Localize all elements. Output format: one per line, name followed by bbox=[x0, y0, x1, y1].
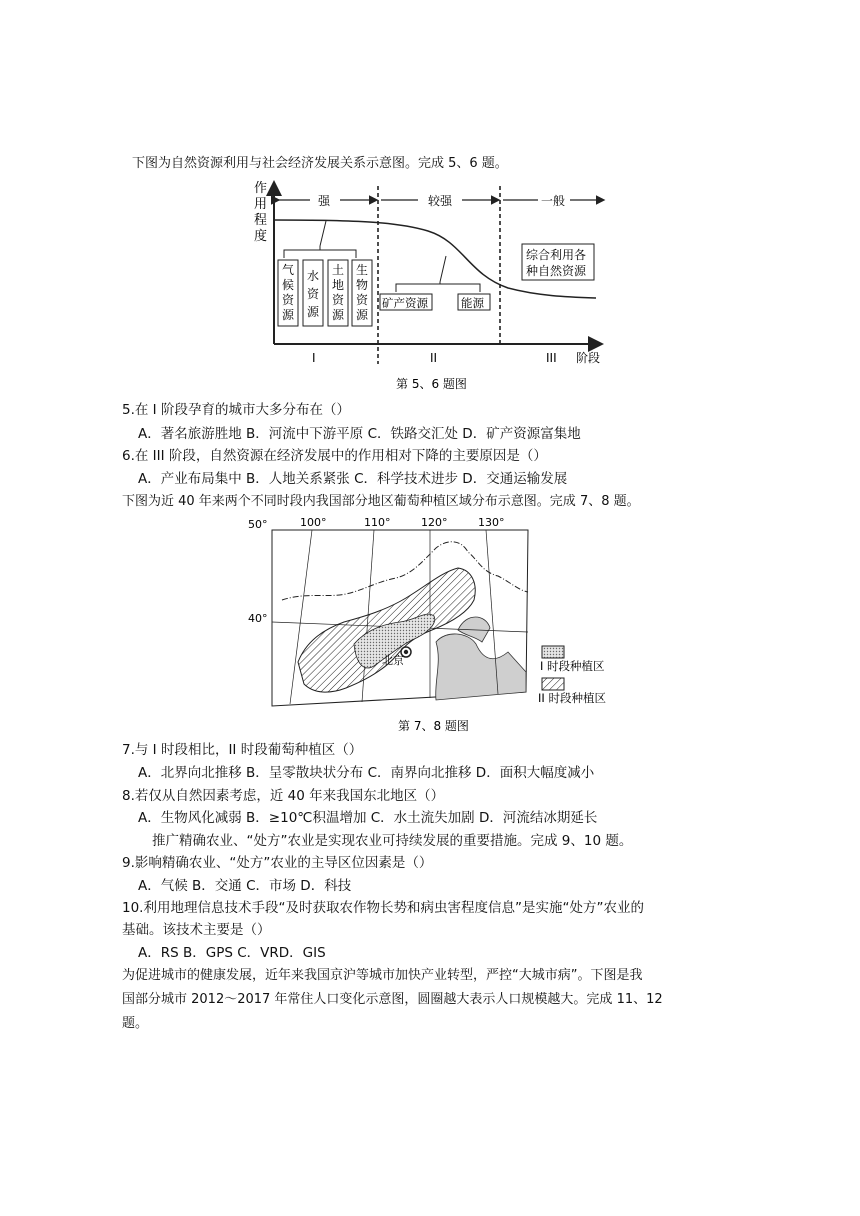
svg-text:资: 资 bbox=[332, 293, 345, 307]
land-resource-box bbox=[328, 260, 348, 326]
zone-strong: 强 bbox=[318, 194, 331, 208]
intro-text-4-line-2: 国部分城市 2012～2017 年常住人口变化示意图，圆圈越大表示人口规模越大。完成 11、12 bbox=[122, 992, 663, 1007]
biological-resource-box bbox=[352, 260, 372, 326]
stage-I: I bbox=[312, 351, 316, 365]
zone-fairly-strong: 较强 bbox=[428, 194, 453, 208]
question-10-line-1: 10.利用地理信息技术手段“及时获取农作物长势和病虫害程度信息”是实施“处方”农业的 bbox=[122, 900, 644, 916]
svg-text:度: 度 bbox=[254, 229, 268, 244]
intro-text-2: 下图为近 40 年来两个不同时段内我国部分地区葡萄种植区域分布示意图。完成 7、8 题。 bbox=[122, 494, 640, 509]
question-6: 6.在 III 阶段，自然资源在经济发展中的作用相对下降的主要原因是（） bbox=[122, 448, 547, 464]
lon-label-130: 130° bbox=[478, 516, 505, 529]
svg-text:气: 气 bbox=[282, 263, 295, 277]
grape-planting-map bbox=[246, 512, 616, 738]
stage-III: III bbox=[546, 351, 557, 365]
water-resource-box bbox=[303, 260, 323, 326]
zone-general: 一般 bbox=[541, 194, 566, 208]
svg-text:地: 地 bbox=[332, 278, 345, 292]
question-8: 8.若仅从自然因素考虑，近 40 年来我国东北地区（） bbox=[122, 788, 445, 804]
svg-text:种自然资源: 种自然资源 bbox=[526, 264, 587, 278]
svg-text:源: 源 bbox=[307, 305, 320, 319]
legend-period-I: I 时段种植区 bbox=[540, 659, 605, 673]
svg-text:候: 候 bbox=[282, 278, 295, 292]
question-6-options: A．产业布局集中 B．人地关系紧张 C．科学技术进步 D．交通运输发展 bbox=[138, 471, 568, 487]
question-8-options: A．生物风化减弱 B．≥10℃积温增加 C．水土流失加剧 D．河流结冰期延长 bbox=[138, 810, 598, 826]
svg-text:物: 物 bbox=[356, 278, 369, 292]
question-7: 7.与 I 时段相比，II 时段葡萄种植区（） bbox=[122, 742, 363, 758]
svg-text:源: 源 bbox=[356, 308, 369, 322]
svg-text:资: 资 bbox=[356, 293, 369, 307]
intro-text-4-line-1: 为促进城市的健康发展，近年来我国京沪等城市加快产业转型，严控“大城市病”。下图是我 bbox=[122, 968, 643, 983]
lon-label-110: 110° bbox=[364, 516, 391, 529]
lon-label-100: 100° bbox=[300, 516, 327, 529]
intro-text-3: 推广精确农业、“处方”农业是实现农业可持续发展的重要措施。完成 9、10 题。 bbox=[152, 833, 633, 849]
resource-development-diagram bbox=[248, 176, 608, 394]
svg-text:源: 源 bbox=[282, 308, 295, 322]
question-9: 9.影响精确农业、“处方”农业的主导区位因素是（） bbox=[122, 855, 433, 871]
mineral-resource-box bbox=[380, 294, 432, 310]
question-5: 5.在 I 阶段孕育的城市大多分布在（） bbox=[122, 402, 350, 418]
figure-caption-5-6: 第 5、6 题图 bbox=[396, 377, 467, 391]
svg-text:水: 水 bbox=[307, 269, 320, 283]
question-7-options: A．北界向北推移 B．呈零散块状分布 C．南界向北推移 D．面积大幅度减小 bbox=[138, 765, 595, 781]
svg-text:用: 用 bbox=[254, 197, 268, 212]
map-legend bbox=[538, 646, 606, 705]
energy-box bbox=[458, 294, 490, 310]
svg-text:程: 程 bbox=[254, 213, 268, 228]
svg-text:资: 资 bbox=[307, 287, 320, 301]
svg-text:生: 生 bbox=[356, 263, 369, 277]
climate-resource-box bbox=[278, 260, 298, 326]
x-axis-label: 阶段 bbox=[576, 351, 601, 365]
y-axis-label: 作 bbox=[254, 181, 268, 196]
question-10-options: A．RS B．GPS C．VRD．GIS bbox=[138, 945, 326, 961]
stage-II: II bbox=[430, 351, 438, 365]
svg-text:能源: 能源 bbox=[461, 296, 484, 310]
question-10-line-2: 基础。该技术主要是（） bbox=[122, 922, 271, 938]
question-5-options: A．著名旅游胜地 B．河流中下游平原 C．铁路交汇处 D．矿产资源富集地 bbox=[138, 426, 581, 442]
intro-text-1: 下图为自然资源利用与社会经济发展关系示意图。完成 5、6 题。 bbox=[132, 156, 508, 171]
legend-period-II: II 时段种植区 bbox=[538, 691, 606, 705]
lat-label-50: 50° bbox=[248, 518, 268, 531]
comprehensive-use-box bbox=[522, 244, 594, 280]
intro-text-4-line-3: 题。 bbox=[122, 1016, 149, 1031]
svg-text:资: 资 bbox=[282, 293, 295, 307]
map-frame bbox=[272, 530, 528, 706]
svg-text:综合利用各: 综合利用各 bbox=[526, 248, 587, 262]
lat-label-40: 40° bbox=[248, 612, 268, 625]
svg-text:源: 源 bbox=[332, 308, 345, 322]
svg-text:土: 土 bbox=[332, 263, 345, 277]
question-9-options: A．气候 B．交通 C．市场 D．科技 bbox=[138, 878, 352, 894]
svg-text:矿产资源: 矿产资源 bbox=[382, 296, 428, 310]
lon-label-120: 120° bbox=[421, 516, 448, 529]
beijing-label: 北京 bbox=[382, 654, 404, 667]
figure-caption-7-8: 第 7、8 题图 bbox=[398, 719, 469, 733]
